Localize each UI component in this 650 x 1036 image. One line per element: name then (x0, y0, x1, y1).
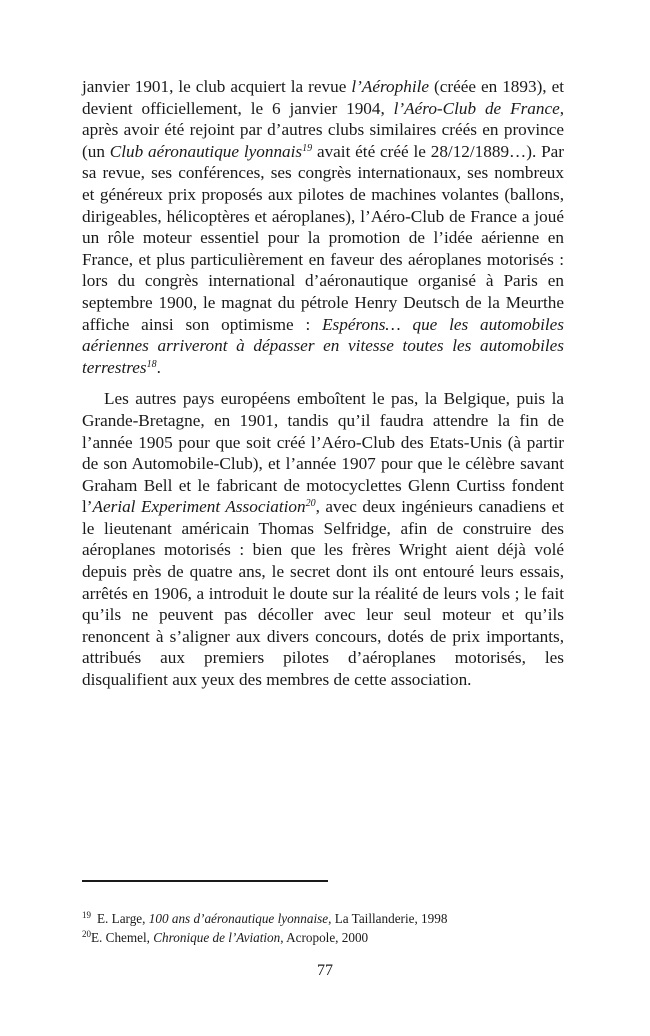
text-segment: (créée en 1893), et devient officiellement, le 6 janvier 1904, (82, 77, 565, 118)
paragraph-2 (82, 388, 564, 690)
italic-segment: l’Aérophile (351, 77, 429, 96)
body-text (82, 76, 564, 691)
italic-segment: l’Aéro-Club de France (393, 98, 560, 118)
italic-segment: Aerial Experiment Association (92, 497, 306, 517)
footnote-title: Chronique de l’Aviation (153, 929, 281, 945)
footnote-author: E. Large, (97, 911, 149, 926)
footnote-publisher: , La Taillanderie, 1998 (328, 911, 448, 926)
footnote-20 (82, 929, 564, 948)
footnote-title: 100 ans d’aéronautique lyonnaise (148, 911, 329, 926)
footnote-author: E. Chemel, (91, 929, 154, 945)
footnote-ref-18[interactable]: 18 (146, 358, 157, 370)
footnote-ref-20[interactable]: 20 (305, 498, 316, 510)
text-segment: , après avoir été rejoint par d’autres clubs similaires créés en province (un (82, 98, 564, 161)
text-segment: , avec deux ingénieurs canadiens et le lieutenant américain Thomas Selfridge, afin de construire des aéroplanes motorisés : bien que les frères Wright aient déjà volé depuis près de quatre ans, le secret dont ils ont entouré leurs essais, arrêtés en 1906, a introduit le doute sur la réalité de leurs vols ; le fait qu’ils ne peuvent pas décoller avec leur seul moteur et qu’ils renoncent à s’aligner aux divers concours, dotés de prix importants, attribués aux premiers pilotes d’aéroplanes motorisés, les disqualifient aux yeux des membres de cette association. (82, 497, 564, 690)
footnote-separator (82, 880, 328, 882)
footnote-19 (82, 910, 564, 929)
page-number: 77 (317, 962, 333, 979)
text-segment: Les autres pays européens emboîtent le pas, la Belgique, puis la Grande-Bretagne, en 1901, tandis qu’il faudra attendre la fin de l’année 1905 pour que soit créé l’Aéro-Club des Etats-Unis (à partir de son Automobile-Club), et l’année 1907 pour que le célèbre savant Graham Bell et le fabricant de motocyclettes Glenn Curtiss fondent l’ (82, 389, 564, 517)
text-segment: avait été créé le 28/12/1889…). Par sa revue, ses conférences, ses congrès internationaux, ses nombreux et généreux prix proposés aux pilotes de machines volantes (ballons, dirigeables, hélicoptères et aéroplanes), l’Aéro-Club de France a joué un rôle moteur essentiel pour la promotion de l’idée aérienne en France, et plus particulièrement en faveur des aéroplanes motorisés : lors du congrès international d’aéronautique organisé à Paris en septembre 1900, le magnat du pétrole Henry Deutsch de la Meurthe affiche ainsi son optimisme : (82, 141, 564, 334)
italic-quote: Espérons… que les automobiles aériennes arriveront à dépasser en vitesse toutes les automobiles terrestres (82, 314, 564, 377)
text-segment: . (156, 357, 161, 377)
footnotes (82, 910, 564, 947)
text-segment: janvier 1901, le club acquiert la revue (82, 77, 352, 96)
footnote-number: 19 (82, 910, 91, 920)
italic-segment: Club aéronautique lyonnais (109, 141, 303, 161)
footnote-number: 20 (82, 928, 91, 939)
paragraph-1 (82, 76, 564, 378)
footnote-publisher: , Acropole, 2000 (280, 929, 369, 945)
footnote-ref-19[interactable]: 19 (302, 142, 313, 154)
